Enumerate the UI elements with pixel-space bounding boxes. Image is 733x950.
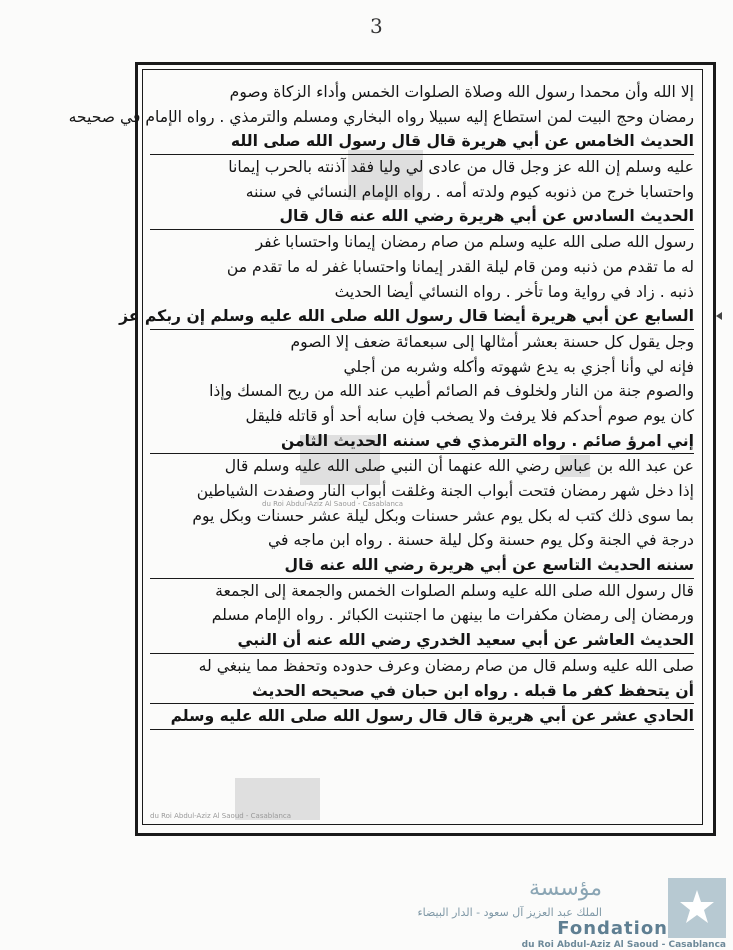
- hadith-heading-line: الحادي عشر عن أبي هريرة قال قال رسول الله صلى الله عليه وسلم: [150, 704, 694, 730]
- hadith-heading-line: الحديث الخامس عن أبي هريرة قال قال رسول الله صلى الله: [150, 129, 694, 155]
- manuscript-line: بما سوى ذلك كتب له بكل يوم عشر حسنات وبكل ليلة عشر حسنات وبكل يوم: [192, 506, 694, 525]
- manuscript-text-block: [68, 80, 694, 820]
- hadith-heading-line: الحديث السادس عن أبي هريرة رضي الله عنه قال قال: [150, 204, 694, 230]
- logo-arabic-subtitle: الملك عبد العزيز آل سعود - الدار البيضاء: [417, 906, 602, 919]
- manuscript-line: له ما تقدم من ذنبه ومن قام ليلة القدر إيمانا واحتسابا غفر له ما تقدم من: [226, 257, 694, 276]
- hadith-heading-line: الحديث العاشر عن أبي سعيد الخدري رضي الله عنه أن النبي: [150, 628, 694, 654]
- manuscript-line: ذنبه . زاد في رواية وما تأخر . رواه النسائي أيضا الحديث: [334, 282, 694, 301]
- manuscript-line: واحتسابا خرج من ذنوبه كيوم ولدته أمه . رواه الإمام النسائي في سننه: [245, 182, 694, 201]
- logo-arabic-title: مؤسسة: [528, 876, 602, 901]
- manuscript-line: عليه وسلم إن الله عز وجل قال من عادى لي وليا فقد آذنته بالحرب إيمانا: [228, 158, 694, 177]
- hadith-heading-line: سننه الحديث التاسع عن أبي هريرة رضي الله عنه قال: [150, 553, 694, 579]
- logo-french-subtitle: du Roi Abdul-Aziz Al Saoud - Casablanca: [521, 940, 726, 950]
- manuscript-line: درجة في الجنة وكل يوم حسنة وكل ليلة حسنة . رواه ابن ماجه في: [268, 531, 694, 550]
- manuscript-line: والصوم جنة من النار ولخلوف فم الصائم أطيب عند الله من ريح المسك وإذا: [209, 382, 694, 401]
- watermark-caption: du Roi Abdul-Aziz Al Saoud - Casablanca: [150, 812, 292, 820]
- manuscript-line: صلى الله عليه وسلم قال من صام رمضان وعرف حدوده وتحفظ مما ينبغي له: [198, 656, 694, 675]
- star-emblem-icon: [668, 878, 726, 938]
- foundation-logo: [417, 870, 730, 950]
- hadith-heading-line: السابع عن أبي هريرة أيضا قال رسول الله صلى الله عليه وسلم إن ربكم عز: [150, 304, 694, 330]
- manuscript-line: رمضان وحج البيت لمن استطاع إليه سبيلا رواه البخاري ومسلم والترمذي . رواه الإمام في صحيحه: [68, 107, 694, 126]
- manuscript-line: كان يوم صوم أحدكم فلا يرفث ولا يصخب فإن سابه أحد أو قاتله فليقل: [245, 406, 694, 425]
- watermark-caption: du Roi Abdul-Aziz Al Saoud - Casablanca: [262, 500, 404, 508]
- manuscript-line: فإنه لي وأنا أجزي به يدع شهوته وأكله وشربه من أجلي: [343, 357, 694, 376]
- hadith-heading-line: إني امرؤ صائم . رواه الترمذي في سننه الحديث الثامن: [150, 429, 694, 455]
- page-number: 3: [370, 14, 383, 38]
- hadith-heading-line: أن يتحفظ كفر ما قبله . رواه ابن حبان في صحيحه الحديث: [150, 679, 694, 705]
- manuscript-line: إذا دخل شهر رمضان فتحت أبواب الجنة وغلقت أبواب النار وصفدت الشياطين: [196, 482, 694, 500]
- manuscript-line: عن عبد الله بن عباس رضي الله عنهما أن النبي صلى الله عليه وسلم قال: [224, 457, 694, 476]
- manuscript-line: إلا الله وأن محمدا رسول الله وصلاة الصلوات الخمس وأداء الزكاة وصوم: [229, 83, 694, 101]
- manuscript-line: ورمضان إلى رمضان مكفرات ما بينهن ما اجتنبت الكبائر . رواه الإمام مسلم: [211, 606, 694, 625]
- manuscript-line: وجل يقول كل حسنة بعشر أمثالها إلى سبعمائة ضعف إلا الصوم: [290, 332, 694, 351]
- margin-mark-icon: [716, 312, 722, 320]
- logo-french-title: Fondation: [557, 918, 668, 939]
- manuscript-line: رسول الله صلى الله عليه وسلم من صام رمضان إيمانا واحتسابا غفر: [255, 233, 694, 252]
- manuscript-line: قال رسول الله صلى الله عليه وسلم الصلوات الخمس والجمعة إلى الجمعة: [215, 581, 694, 600]
